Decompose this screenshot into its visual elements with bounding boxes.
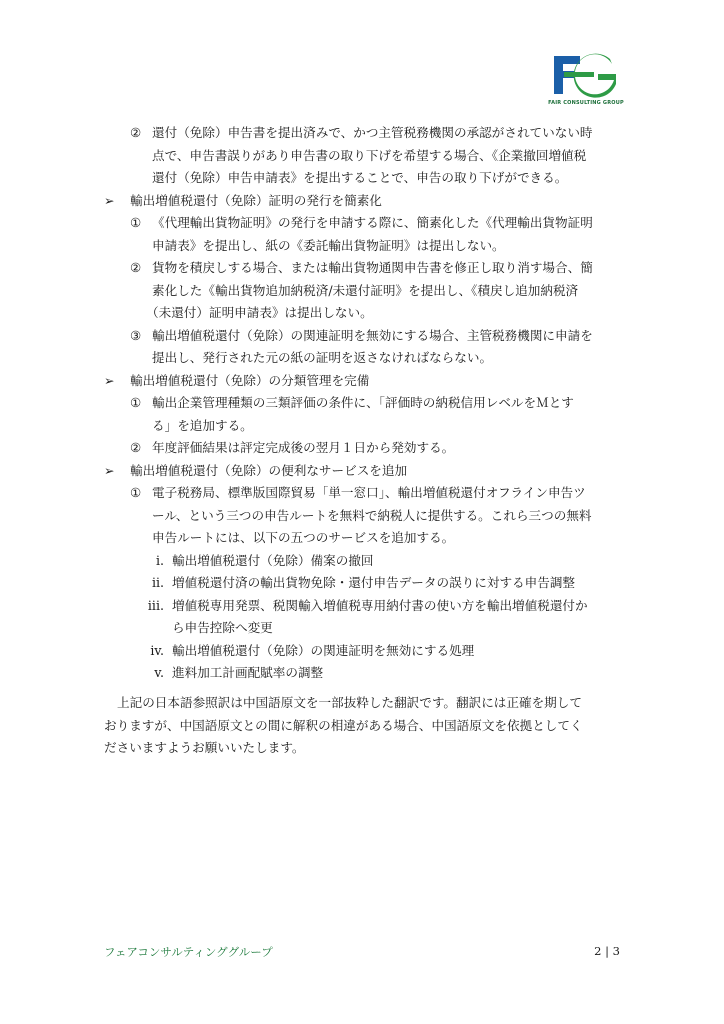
subitem-marker: v. [154, 665, 164, 680]
footer-company-name: フェアコンサルティンググループ [104, 945, 273, 959]
section-heading [104, 190, 624, 213]
subitem-text: 輸出増値税還付（免除）の関連証明を無効にする処理 [172, 642, 475, 658]
subitem-text: 進料加工計画配賦率の調整 [172, 665, 324, 680]
subitem-text: ら申告控除へ変更 [172, 620, 273, 635]
note-line: おりますが、中国語原文との間に解釈の相違がある場合、中国語原文を依拠としてく [104, 717, 583, 733]
item-text: 輸出増値税還付（免除）の関連証明を無効にする場合、主管税務機関に申請を [152, 327, 593, 343]
item-text: 輸出企業管理種類の三類評価の条件に、「評価時の納税信用レベルをＭとす [152, 395, 574, 410]
subitem-marker: ii. [151, 575, 164, 590]
item-text: ール、という三つの申告ルートを無料で納税人に提供する。これら三つの無料 [152, 507, 592, 523]
item-text: 素化した《輸出貨物追加納税済/未還付証明》を提出し、《積戻し追加納税済 [152, 282, 579, 298]
item-text: 還付（免除）申告書を提出済みで、かつ主管税務機関の承認がされていない時 [152, 125, 593, 140]
item-text: 貨物を積戻しする場合、または輸出貨物通関申告書を修正し取り消す場合、簡 [152, 260, 593, 275]
subitem-marker: i. [155, 552, 164, 568]
subitem-text: 増値税専用発票、税関輸入増値税専用納付書の使い方を輸出増値税還付か [172, 597, 588, 613]
section-title: 輸出増値税還付（免除）の分類管理を完備 [130, 372, 370, 388]
translation-note [104, 692, 624, 760]
note-line: ださいますようお願いいたします。 [104, 740, 305, 755]
item-marker: ② [130, 125, 142, 140]
subitem-text: 輸出増値税還付（免除）備案の撤回 [172, 552, 374, 568]
section-title: 輸出増値税還付（免除）の便利なサービスを追加 [130, 462, 408, 478]
item-text: 申請表》を提出し、紙の《委託輸出貨物証明》は提出しない。 [152, 237, 505, 253]
section-heading [104, 370, 624, 393]
item-marker: ① [130, 395, 142, 410]
item-text: 年度評価結果は評定完成後の翌月１日から発効する。 [152, 440, 455, 455]
item-text: 提出し、発行された元の紙の証明を返さなければならない。 [152, 350, 493, 365]
item-marker: ① [130, 215, 142, 230]
item-text: 《代理輸出貨物証明》の発行を申請する際に、簡素化した《代理輸出貨物証明 [152, 215, 593, 230]
bullet-arrow-icon: ➢ [104, 192, 115, 208]
item-text: る」を追加する。 [152, 417, 253, 433]
list-item-marker-line [104, 122, 624, 145]
item-text: 電子税務局、標準版国際貿易「単一窓口」、輸出増値税還付オフライン申告ツ [152, 485, 586, 500]
item-marker: ② [130, 260, 142, 275]
item-text: 申告ルートには、以下の五つのサービスを追加する。 [152, 530, 455, 545]
item-text: （未還付）証明申請表》は提出しない。 [146, 305, 373, 320]
bullet-arrow-icon: ➢ [104, 372, 115, 388]
item-marker: ② [130, 440, 142, 455]
bullet-arrow-icon: ➢ [104, 462, 115, 478]
fg-logo-icon [550, 50, 622, 100]
note-line: 上記の日本語参照訳は中国語原文を一部抜粋した翻訳です。翻訳には正確を期して [117, 695, 582, 710]
item-text: 還付（免除）申告申請表》を提出することで、申告の取り下げができる。 [152, 170, 568, 185]
section-heading [104, 460, 624, 483]
document-body [104, 122, 624, 685]
item-marker: ① [130, 485, 142, 500]
subitem-text: 増値税還付済の輸出貨物免除・還付申告データの誤りに対する申告調整 [172, 575, 575, 590]
item-text: 点で、申告書誤りがあり申告書の取り下げを希望する場合、《企業撤回増値税 [152, 147, 587, 163]
section-title: 輸出増値税還付（免除）証明の発行を簡素化 [130, 192, 382, 208]
item-marker: ③ [130, 327, 142, 343]
logo-caption: FAIR CONSULTING GROUP [548, 100, 624, 106]
page-number: 2 | 3 [594, 944, 620, 958]
subitem-marker: iii. [147, 597, 164, 613]
subitem-marker: iv. [150, 642, 164, 658]
